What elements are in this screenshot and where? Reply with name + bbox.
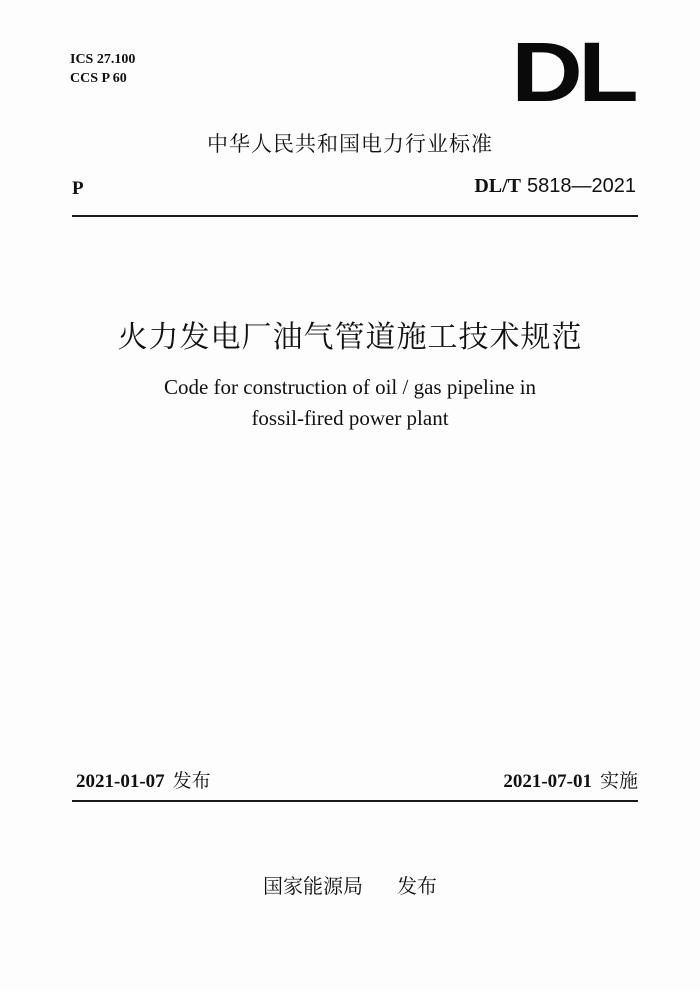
standard-code: 5818—2021 [527,175,636,197]
implementation-label: 实施 [599,770,638,792]
publisher-name: 国家能源局 [263,874,363,898]
document-title-en [0,372,700,434]
publisher-action: 发布 [397,874,437,898]
standard-prefix: DL/T [474,175,522,197]
header-divider [72,215,638,217]
ccs-code: CCS P 60 [70,71,127,86]
issue-date: 2021-01-07 [76,771,165,792]
classification-codes [70,50,135,88]
publisher-line [0,870,700,899]
document-title-zh: 火力发电厂油气管道施工技术规范 [117,320,583,355]
title-en-line-2: fossil-fired power plant [251,406,449,430]
issue-date-block [76,766,211,793]
implementation-date-block [503,766,638,793]
ics-code: ICS 27.100 [70,52,136,67]
implementation-date: 2021-07-01 [503,771,592,792]
category-code: P [72,178,84,199]
title-en-line-1: Code for construction of oil / gas pipeline in [163,375,537,399]
issue-label: 发布 [172,770,211,792]
dl-logo: DL [511,25,634,119]
footer-divider [72,800,638,802]
standard-number [474,175,636,198]
industry-standard-title: 中华人民共和国电力行业标准 [207,132,493,156]
